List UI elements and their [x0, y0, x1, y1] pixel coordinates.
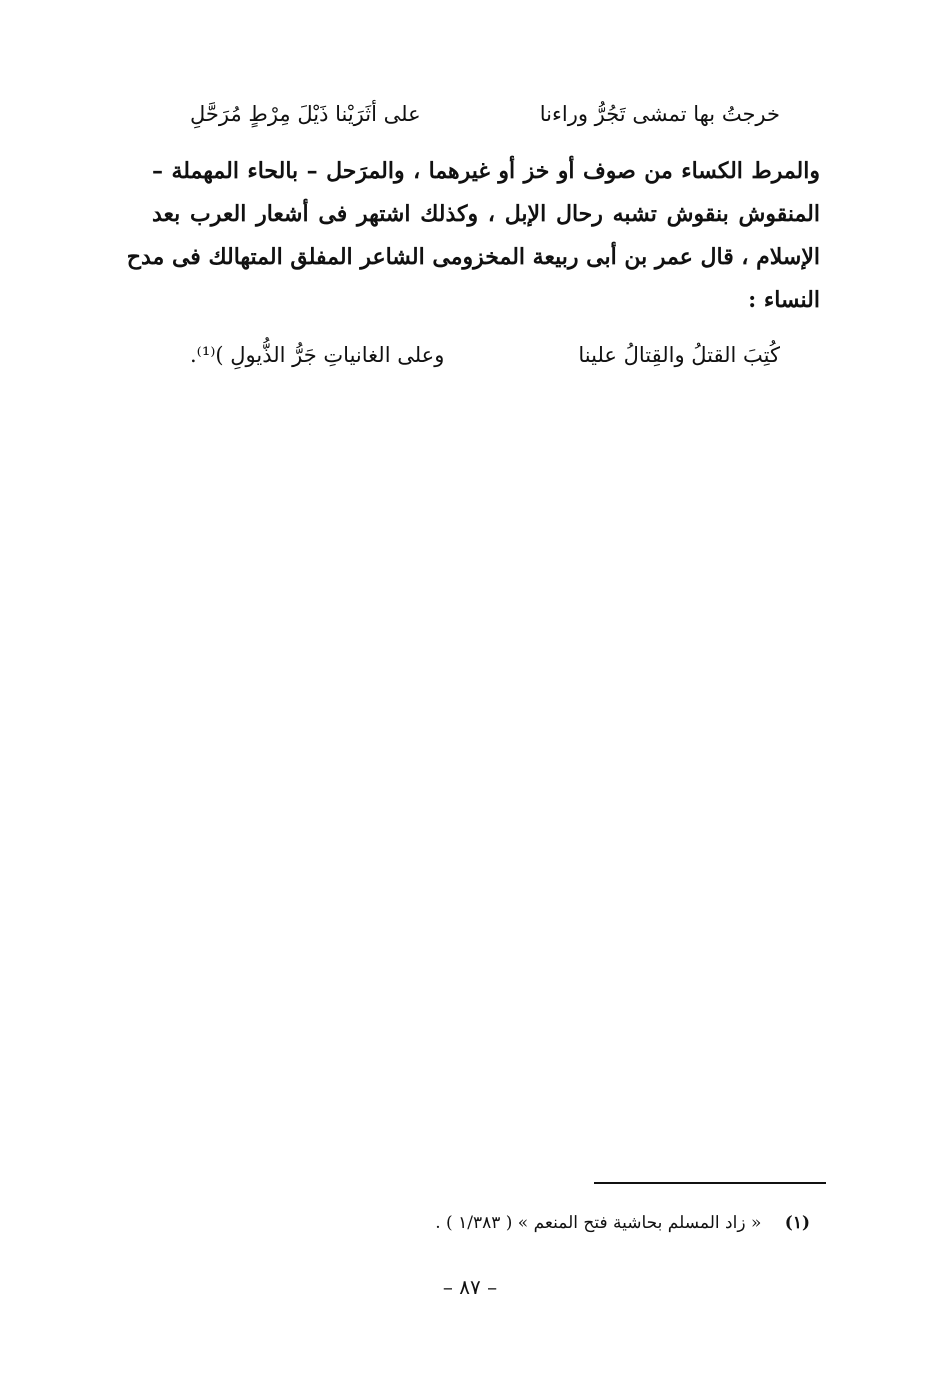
footnote-text: « زاد المسلم بحاشية فتح المنعم » ( ١/٣٨٣ ) . — [435, 1213, 762, 1233]
verse-hemistich: كُتِبَ القتلُ والقِتالُ علينا — [578, 343, 780, 367]
verse-hemistich: خرجتُ بها تمشى تَجُرُّ وراءنا — [539, 102, 780, 126]
footnote-divider — [594, 1182, 826, 1184]
footnote — [420, 1209, 810, 1237]
verse-hemistich: على أثَرَيْنا ذَيْلَ مِرْطٍ مُرَحَّلِ — [190, 102, 421, 126]
page-number: – ٨٧ – — [442, 1275, 498, 1299]
paragraph-line: المنقوش بنقوش تشبه رحال الإبل ، وكذلك اشتهر فى أشعار العرب بعد — [152, 201, 820, 227]
poetry-verse — [190, 337, 780, 373]
paragraph-line: والمرط الكساء من صوف أو خز أو غيرهما ، والمرَحل – بالحاء المهملة – — [152, 158, 820, 184]
body-paragraph — [126, 150, 820, 322]
poetry-verse — [190, 96, 780, 132]
paragraph-line: الإسلام ، قال عمر بن أبى ربيعة المخزومى الشاعر المفلق المتهالك فى مدح — [126, 244, 820, 270]
footnote-marker: (١) — [784, 1213, 810, 1233]
verse-hemistich: وعلى الغانياتِ جَرُّ الذُّيولِ )⁽¹⁾. — [190, 343, 445, 367]
paragraph-line: النساء : — [748, 287, 820, 313]
